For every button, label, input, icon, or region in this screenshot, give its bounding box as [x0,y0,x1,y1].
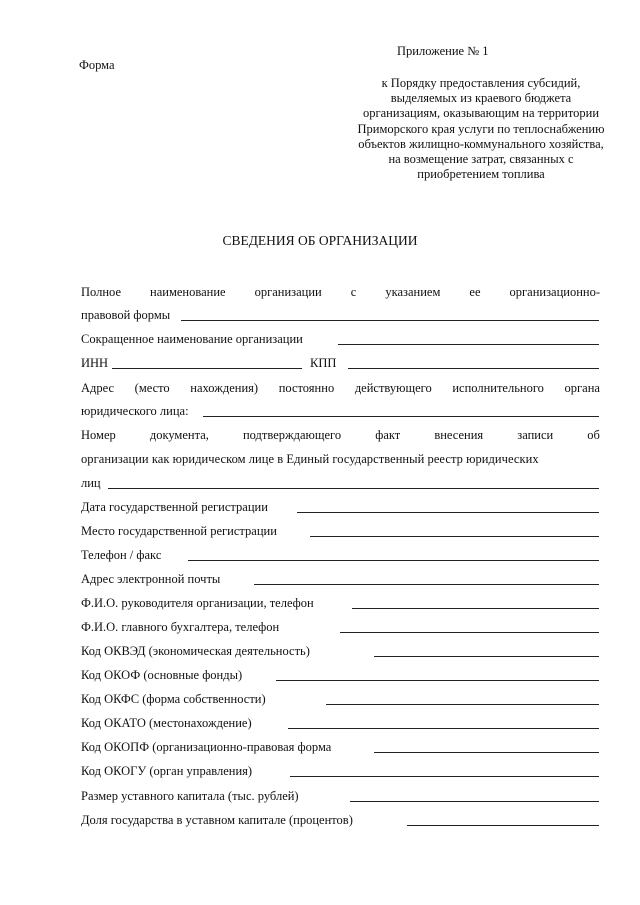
address-input[interactable] [203,416,599,417]
docnum-label [81,427,600,443]
reg-place-label: Место государственной регистрации [81,524,277,538]
head-fio-input[interactable] [352,608,599,609]
word: наименование [150,285,226,299]
word: подтверждающего [242,428,342,442]
document-title: СВЕДЕНИЯ ОБ ОРГАНИЗАЦИИ [222,233,418,248]
okfs-input[interactable] [326,704,599,705]
word: органа [564,381,600,395]
okopf-label: Код ОКОПФ (организационно-правовая форма [81,740,332,754]
capital-input[interactable] [350,801,599,802]
okved-input[interactable] [374,656,599,657]
full-name-input[interactable] [181,320,599,321]
appendix-number: Приложение № 1 [397,44,489,58]
short-name-input[interactable] [338,344,599,345]
form-label: Форма [79,58,115,72]
state-share-label: Доля государства в уставном капитале (процентов) [81,813,353,827]
state-share-input[interactable] [407,825,599,826]
inn-input[interactable] [112,368,302,369]
full-name-label-cont: правовой формы [81,308,171,322]
okogu-input[interactable] [290,776,599,777]
docnum-label-cont: организации как юридическом лице в Единый государственный реестр юридических [81,452,539,466]
short-name-label: Сокращенное наименование организации [81,332,303,346]
kpp-input[interactable] [348,368,599,369]
docnum-input[interactable] [108,488,599,489]
docnum-label-cont2: лиц [81,476,101,490]
word: факт [375,428,401,442]
word: исполнительного [452,381,544,395]
word: действующего [354,381,432,395]
email-input[interactable] [254,584,599,585]
word: с [350,285,357,299]
word: (место [134,381,170,395]
head-fio-label: Ф.И.О. руководителя организации, телефон [81,596,314,610]
word: записи [517,428,554,442]
address-label-cont: юридического лица: [81,404,189,418]
word: постоянно [278,381,335,395]
word: документа, [149,428,209,442]
reg-date-input[interactable] [297,512,599,513]
kpp-label: КПП [310,356,337,370]
inn-label: ИНН [81,356,109,370]
full-name-label [81,284,600,300]
word: ее [469,285,481,299]
word: указанием [385,285,441,299]
email-label: Адрес электронной почты [81,572,221,586]
word: Номер [81,428,116,442]
word: Адрес [81,381,115,395]
word: внесения [434,428,484,442]
phone-fax-input[interactable] [188,560,599,561]
okof-label: Код ОКОФ (основные фонды) [81,668,243,682]
okato-label: Код ОКАТО (местонахождение) [81,716,252,730]
reg-place-input[interactable] [310,536,599,537]
okogu-label: Код ОКОГУ (орган управления) [81,764,253,778]
phone-fax-label: Телефон / факс [81,548,162,562]
okved-label: Код ОКВЭД (экономическая деятельность) [81,644,310,658]
okof-input[interactable] [276,680,599,681]
reg-date-label: Дата государственной регистрации [81,500,268,514]
okato-input[interactable] [288,728,599,729]
accountant-fio-input[interactable] [340,632,599,633]
word: нахождения) [190,381,259,395]
word: организации [254,285,322,299]
address-label [81,380,600,396]
accountant-fio-label: Ф.И.О. главного бухгалтера, телефон [81,620,280,634]
capital-label: Размер уставного капитала (тыс. рублей) [81,789,299,803]
word: об [587,428,600,442]
appendix-description: к Порядку предоставления субсидий, выделяемых из краевого бюджета организациям, оказывающим на территории Приморского края услуги по теплоснабжению объектов жилищно-коммунального хозяйства, на возмещение затрат, связанных с приобретением топлива [357,76,605,182]
okfs-label: Код ОКФС (форма собственности) [81,692,266,706]
word: организационно- [509,285,600,299]
okopf-input[interactable] [374,752,599,753]
word: Полное [81,285,121,299]
